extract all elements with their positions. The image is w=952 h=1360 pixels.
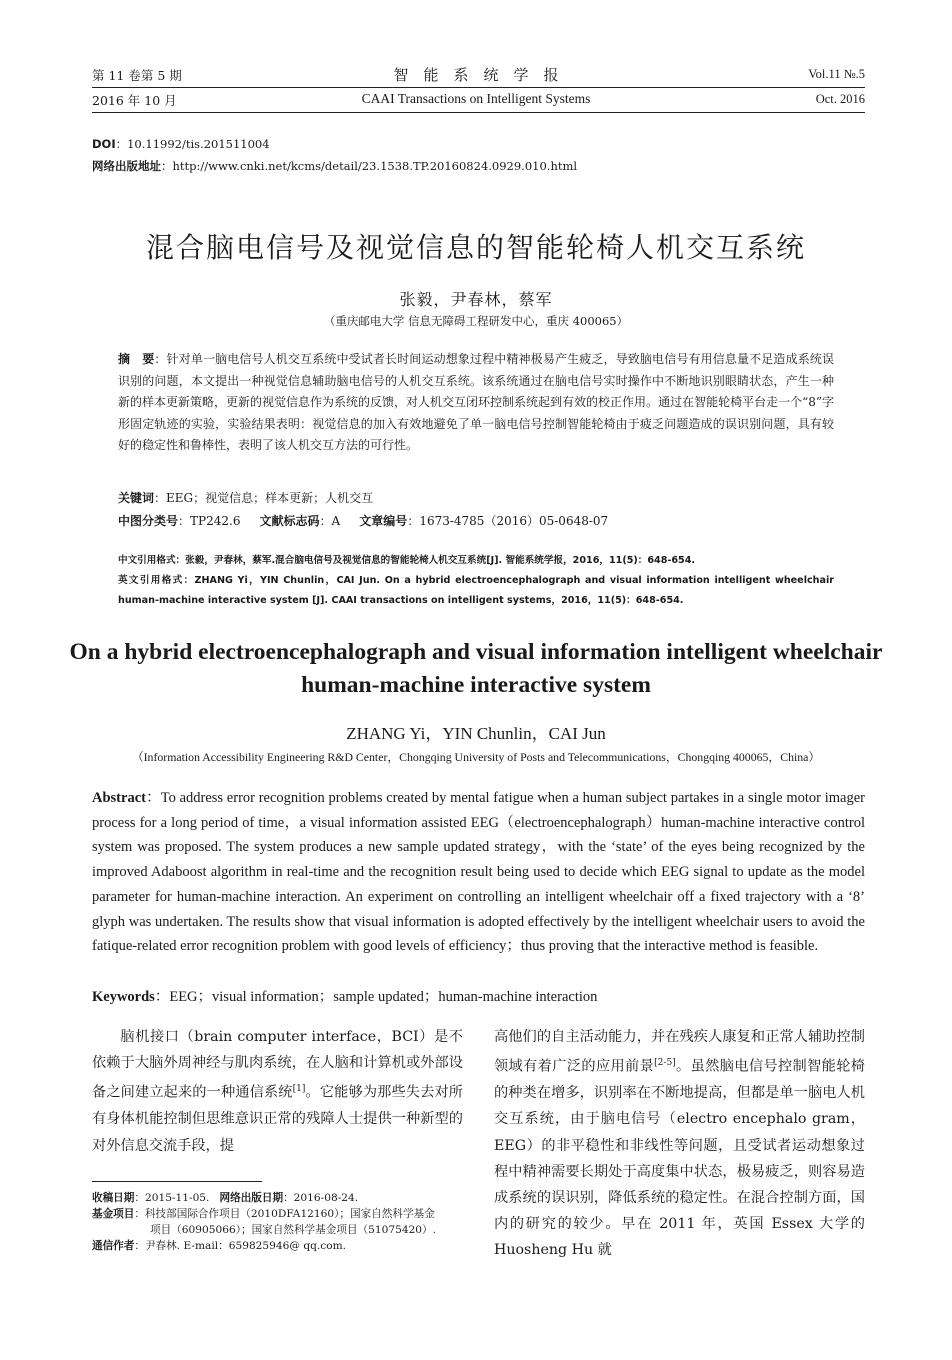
doi-label: DOI (92, 137, 116, 151)
abstract-cn-label: 摘 要 (118, 352, 155, 366)
corresponding-value: ：尹春林. E-mail：659825946@ qq.com. (134, 1240, 347, 1252)
date-cn: 2016 年 10 月 (92, 93, 177, 108)
keywords-cn-label: 关键词 (118, 491, 155, 505)
body-left-ref: [1] (292, 1084, 306, 1095)
volume-cn: 第 11 卷第 5 期 (92, 68, 182, 83)
abstract-en-text: ：To address error recognition problems created by mental fatigue when a human subject partakes in a single motor imager process for a long period of time，a visual information assisted EEG（electroencephalograph）human-machine interactive control system was proposed. The system produces a new sample updated strategy，with the ‘state’ of the eyes being recognized by the improved Adaboost algorithm in real-time and the recognition result being used to decide which EEG signal to update as the model parameter for human-machine interaction. An experiment on controlling an intelligent wheelchair off a fixed trajectory with a ‘8’ glyph was undertaken. The results show that visual information is adopted effectively by the intelligent wheelchair users to avoid the fatique-related error recognition problem with good levels of efficiency；thus proving that the interactive method is feasible. (92, 790, 865, 955)
doc-code-label: 文献标志码 (259, 514, 320, 528)
doc-code-value: ：A (319, 514, 341, 528)
body-left-text: 脑机接口（brain computer interface，BCI）是不依赖于大脑外周神经与肌肉系统，在人脑和计算机或外部设备之间建立起来的一种通信系统 (92, 1029, 463, 1102)
authors-en: ZHANG Yi，YIN Chunlin，CAI Jun (346, 724, 606, 743)
online-date-label: 网络出版日期 (219, 1192, 284, 1204)
abstract-en-label: Abstract (92, 790, 146, 806)
body-right-text-2: 。虽然脑电信号控制智能轮椅的种类在增多，识别率在不断地提高，但都是单一脑电人机交互系统，由于脑电信号（electro encephalo gram，EEG）的非平稳性和非线性等问题，且受试者运动想象过程中精神需要长期处于高度集中状态，极易疲乏，则容易造成系统的误识别，降低系统的稳定性。在混合控制方面，国内的研究的较少。早在 2011 年，英国 Essex 大学的 Huosheng Hu 就 (494, 1058, 865, 1259)
footnote (92, 1190, 477, 1254)
keywords-en-label: Keywords (92, 989, 155, 1005)
online-address-label: 网络出版地址 (92, 159, 161, 173)
footnote-fund (92, 1206, 477, 1238)
body-left-text-2: 。它能够为那些失去对所有身体机能控制但思维意识正常的残障人士提供一种新型的对外信息交流手段，提 (92, 1085, 463, 1154)
article-number-label: 文章编号 (359, 514, 408, 528)
authors-cn: 张毅，尹春林，蔡军 (399, 290, 553, 309)
abstract-cn-text: ：针对单一脑电信号人机交互系统中受试者长时间运动想象过程中精神极易产生疲乏，导致脑电信号有用信息量不足造成系统误识别的问题，本文提出一种视觉信息辅助脑电信号的人机交互系统。该系统通过在脑电信号实时操作中不断地识别眼睛状态，产生一种新的样本更新策略，更新的视觉信息作为系统的反馈，对人机交互闭环控制系统起到有效的校正作用。通过在智能轮椅平台走一个“8”字形固定轨迹的实验，实验结果表明：视觉信息的加入有效地避免了单一脑电信号控制智能轮椅由于疲乏问题造成的误识别问题，具有较好的稳定性和鲁棒性，表明了该人机交互方法的可行性。 (118, 352, 834, 452)
affiliation-cn: （重庆邮电大学 信息无障碍工程研发中心，重庆 400065） (323, 314, 629, 328)
fund-value: ：科技部国际合作项目（2010DFA12160）；国家自然科学基金 (134, 1208, 435, 1220)
body-column-left (92, 1024, 463, 1159)
received-value: ：2015-11-05. (134, 1192, 210, 1204)
online-date-value: ：2016-08-24. (283, 1192, 359, 1204)
volume-en: Vol.11 №.5 (808, 67, 865, 81)
header-rule (92, 112, 865, 113)
footnote-dates (92, 1190, 477, 1206)
journal-title-en: CAAI Transactions on Intelligent Systems (361, 91, 591, 106)
date-en: Oct. 2016 (815, 92, 865, 106)
journal-title-cn: 智 能 系 统 学 报 (393, 66, 559, 84)
corresponding-label: 通信作者 (92, 1240, 135, 1252)
footnote-corresponding (92, 1238, 477, 1254)
body-right-text: 高他们的自主活动能力，并在残疾人康复和正常人辅助控制领域有着广泛的应用前景 (494, 1029, 865, 1075)
affiliation-en: （Information Accessibility Engineering R&D Center，Chongqing University of Posts and Telecommunications，Chongqing 400065，China） (131, 750, 821, 764)
fund-label: 基金项目 (92, 1208, 135, 1220)
keywords-cn-text: ：EEG；视觉信息；样本更新；人机交互 (154, 491, 374, 505)
header-rule-thin (92, 87, 865, 88)
body-right-ref: [2-5] (654, 1058, 676, 1069)
classification-line (118, 512, 608, 529)
body-column-right (494, 1024, 865, 1264)
footnote-rule (92, 1181, 262, 1182)
doi-line (92, 136, 270, 152)
online-address-value: ：http://www.cnki.net/kcms/detail/23.1538.TP.20160824.0929.010.html (161, 159, 578, 173)
abstract-cn (118, 349, 834, 457)
paper-title-cn: 混合脑电信号及视觉信息的智能轮椅人机交互系统 (145, 231, 806, 264)
clc-label: 中图分类号 (118, 514, 179, 528)
citation-cn: 中文引用格式：张毅，尹春林，蔡军.混合脑电信号及视觉信息的智能轮椅人机交互系统[J]. 智能系统学报，2016，11(5)：648-654. (118, 555, 696, 566)
abstract-en (92, 786, 865, 959)
keywords-en-text: ：EEG；visual information；sample updated；human-machine interaction (154, 989, 598, 1005)
citation-en: 英文引用格式：ZHANG Yi，YIN Chunlin，CAI Jun. On a hybrid electroencephalograph and visual information intelligent wheelchair human-machine interactive system [J]. CAAI transactions on intelligent systems，2016，11(5)：648-654. (118, 575, 834, 606)
keywords-cn (118, 489, 373, 506)
paper-title-en: On a hybrid electroencephalograph and visual information intelligent wheelchair human-machine interactive system (69, 639, 883, 698)
received-label: 收稿日期 (92, 1192, 135, 1204)
online-address-line (92, 158, 577, 174)
article-number-value: ：1673-4785（2016）05-0648-07 (407, 514, 609, 528)
fund-value-2: 项目（60905066）；国家自然科学基金项目（51075420）. (150, 1224, 437, 1236)
doi-value: ：10.11992/tis.201511004 (115, 137, 270, 151)
clc-value: ：TP242.6 (178, 514, 241, 528)
citation-block (118, 551, 834, 611)
keywords-en (92, 985, 597, 1006)
